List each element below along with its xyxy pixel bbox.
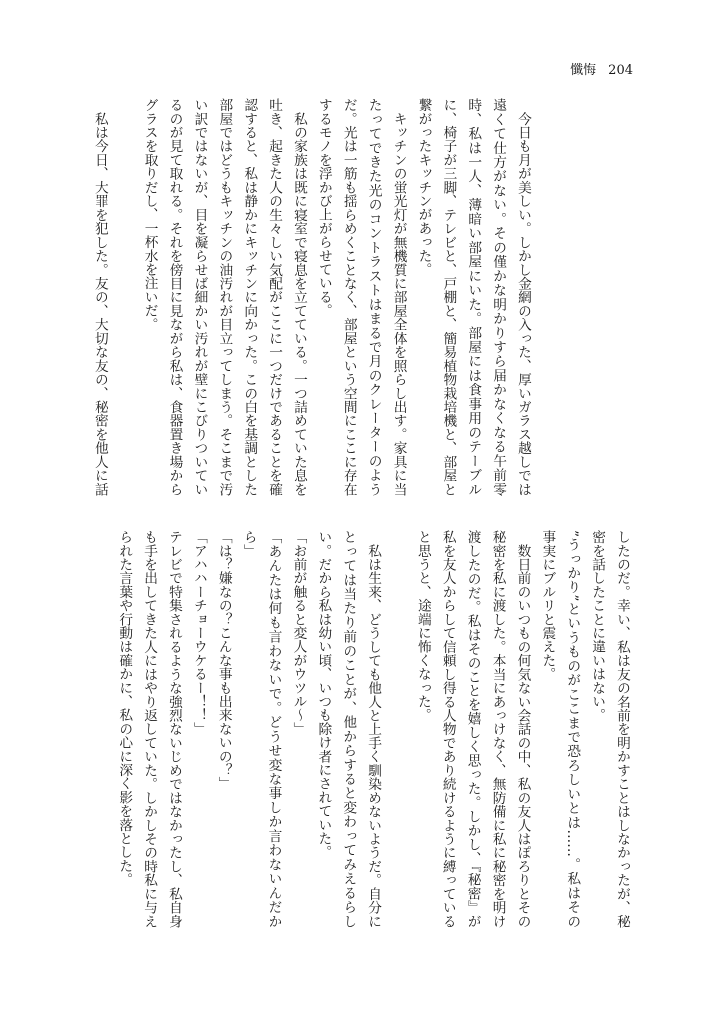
text-column: い訳ではないが、目を凝らせば細かい汚れが壁にこびりついてい <box>191 98 208 496</box>
scene-break-blank-column <box>112 98 137 496</box>
page-number: 204 <box>608 63 633 78</box>
text-column: 吐き、起きた人の生々しい気配がここに一つだけであることを確 <box>266 98 283 496</box>
dialogue-column: 「お前が触ると変人がウツル～」 <box>290 530 307 736</box>
text-column: 私は今日、大罪を犯した。友の、大切な友の、秘密を他人に話 <box>91 98 108 496</box>
text-column: テレビで特集されるような強烈ないじめではなかったし、私自身 <box>165 530 182 928</box>
text-column: 私を友人からして信頼し得る人物であり続けるように縛っている <box>439 530 456 928</box>
lower-text-tier <box>111 530 634 928</box>
text-column: ”うっかり”というものがここまで恐ろしいとは……。私はその <box>564 530 581 928</box>
upper-text-tier <box>87 98 535 496</box>
text-column: 今日も月が美しい。しかし金網の入った、厚いガラス越しでは <box>515 98 531 496</box>
text-column: だ。光は一筋も揺らめくことなく、部屋という空間にここに存在 <box>340 98 357 496</box>
text-column: 数日前のいつもの何気ない会話の中、私の友人はぽろりとその <box>514 530 531 928</box>
text-column: と思うと、途端に怖くなった。 <box>414 530 431 722</box>
text-column: キッチンの蛍光灯が無機質に部屋全体を照らし出す。家具に当 <box>390 98 407 496</box>
text-column: 密を話したことに違いはない。 <box>589 530 606 722</box>
text-column: られた言葉や行動は確かに、私の心に深く影を落とした。 <box>116 530 133 887</box>
chapter-title: 懺悔 <box>570 63 597 78</box>
text-column: グラスを取りだし、一杯水を注いだ。 <box>141 98 158 331</box>
text-column: い。だから私は幼い頃、いつも除け者にされていた。 <box>315 530 332 859</box>
text-column: したのだ。幸い、私は友の名前を明かすことはしなかったが、秘 <box>614 530 630 928</box>
running-head <box>570 63 633 79</box>
text-column: たってできた光のコントラストはまるで月のクレーターのよう <box>365 98 382 496</box>
dialogue-column: 「あんたは何も言わないで。どうせ変な事しか言わないんだか <box>265 530 282 928</box>
text-column: 時、私は一人、薄暗い部屋にいた。部屋には食事用のテーブル <box>465 98 482 496</box>
text-column: 認すると、私は静かにキッチンに向かった。この白を基調とした <box>241 98 258 496</box>
text-column: るのが見て取れる。それを傍目に見ながら私は、食器置き場から <box>166 98 183 496</box>
text-column: するモノを浮かび上がらせている。 <box>315 98 332 318</box>
text-column: 私の家族は既に寝室で寝息を立てている。一つ詰めていた息を <box>290 98 307 496</box>
text-column: とっては当たり前のことが、他からすると変わってみえるらし <box>340 530 357 928</box>
text-column: に、椅子が三脚、テレビと、戸棚と、簡易植物栽培機と、部屋と <box>440 98 457 496</box>
text-column: 秘密を私に渡した。本当にあっけなく、無防備に私に秘密を明け <box>489 530 506 928</box>
text-column: 遠くて仕方がない。その僅かな明かりすら届かなくなる午前零 <box>490 98 507 496</box>
dialogue-column: 「アハハーチョーウケるー！！」 <box>190 530 207 736</box>
text-column: 事実にブルリと震えた。 <box>539 530 556 681</box>
dialogue-column: 「は？嫌なの？こんな事も出来ないの？」 <box>215 530 232 791</box>
dialogue-column: ら」 <box>240 530 257 558</box>
text-column: 渡したのだ。私はそのことを嬉しく思った。しかし、『秘密』が <box>464 530 481 928</box>
text-column: 部屋ではどうもキッチンの油汚れが目立ってしまう。そこまで汚 <box>216 98 233 496</box>
text-column: 繋がったキッチンがあった。 <box>415 98 432 277</box>
text-column: 私は生来、どうしても他人と上手く馴染めないようだ。自分に <box>365 530 382 928</box>
scene-break-blank-column <box>385 530 410 928</box>
text-column: も手を出してきた人にはやり返していた。しかしその時私に与え <box>141 530 158 928</box>
